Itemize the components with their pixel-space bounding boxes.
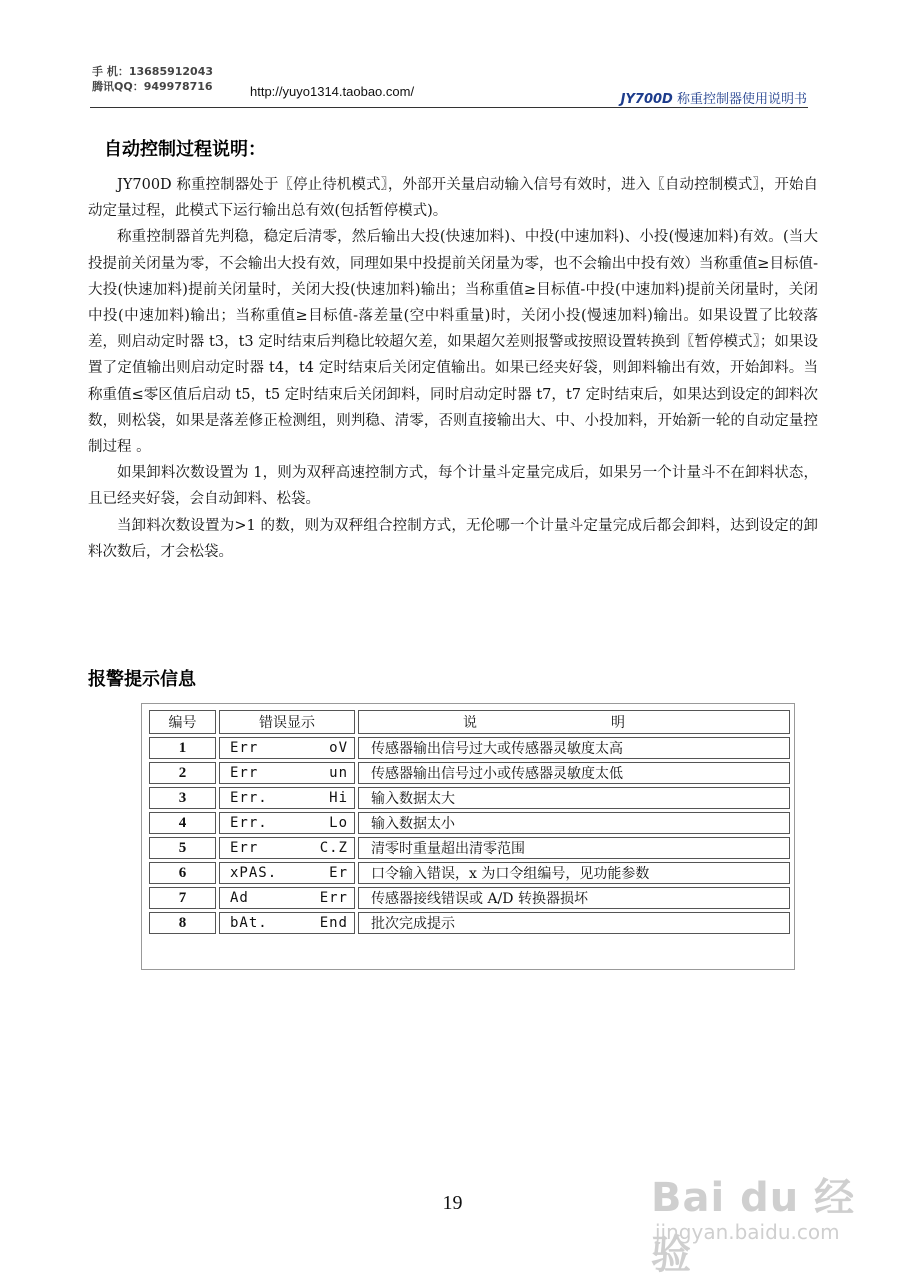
watermark-url: jingyan.baidu.com: [655, 1220, 840, 1244]
error-display-code: Err: [230, 765, 259, 781]
phone-number: 手 机：13685912043: [92, 65, 214, 78]
error-display-code: Err: [230, 840, 259, 856]
error-description: 输入数据太小: [358, 812, 790, 834]
table-row: [149, 887, 790, 909]
row-number: 2: [149, 762, 216, 784]
table-header-row: [149, 710, 790, 734]
error-display-suffix: End: [319, 915, 348, 931]
model-name: JY700D: [620, 92, 673, 107]
error-description: 传感器输出信号过小或传感器灵敏度太低: [358, 762, 790, 784]
table-row: [149, 862, 790, 884]
document-title: [621, 88, 807, 107]
auto-control-description: [88, 172, 818, 565]
error-display-suffix: Err: [319, 890, 348, 906]
error-display: [219, 862, 355, 884]
alarm-table: [146, 707, 793, 937]
contact-info: [92, 64, 213, 94]
error-display-code: bAt.: [230, 915, 268, 931]
section-title-auto-control: 自动控制过程说明：: [104, 139, 266, 160]
error-display: [219, 737, 355, 759]
error-display: [219, 887, 355, 909]
column-header-display: 错误显示: [219, 710, 355, 734]
header-divider: [90, 107, 808, 108]
row-number: 6: [149, 862, 216, 884]
paragraph: 当卸料次数设置为>1 的数，则为双秤组合控制方式，无伦哪一个计量斗定量完成后都会卸料，达到设定的卸料次数后，才会松袋。: [88, 517, 818, 560]
error-display-suffix: Hi: [329, 790, 348, 806]
row-number: 4: [149, 812, 216, 834]
error-display: [219, 812, 355, 834]
table-row: [149, 762, 790, 784]
error-display-code: xPAS.: [230, 865, 278, 881]
document-name: 称重控制器使用说明书: [676, 92, 807, 107]
row-number: 7: [149, 887, 216, 909]
table-row: [149, 812, 790, 834]
error-display-suffix: oV: [329, 740, 348, 756]
error-display: [219, 912, 355, 934]
baidu-jingyan-watermark: [645, 1148, 885, 1278]
error-description: 输入数据太大: [358, 787, 790, 809]
row-number: 5: [149, 837, 216, 859]
table-row: [149, 837, 790, 859]
error-description: 清零时重量超出清零范围: [358, 837, 790, 859]
error-display: [219, 787, 355, 809]
error-display: [219, 762, 355, 784]
column-header-number: 编号: [149, 710, 216, 734]
error-display-code: Err.: [230, 790, 268, 806]
row-number: 3: [149, 787, 216, 809]
shop-url[interactable]: http://yuyo1314.taobao.com/: [250, 84, 415, 99]
row-number: 1: [149, 737, 216, 759]
error-description: 传感器输出信号过大或传感器灵敏度太高: [358, 737, 790, 759]
column-header-description: 说 明: [358, 710, 790, 734]
error-description: 口令输入错误，x 为口令组编号，见功能参数: [358, 862, 790, 884]
table-row: [149, 912, 790, 934]
error-display-suffix: Er: [329, 865, 348, 881]
error-display-code: Ad: [230, 890, 249, 906]
paragraph: JY700D 称重控制器处于〖停止待机模式〗，外部开关量启动输入信号有效时，进入〖自动控制模式〗，开始自动定量过程，此模式下运行输出总有效(包括暂停模式)。: [88, 177, 818, 220]
section-title-alarm-info: 报警提示信息: [88, 669, 196, 690]
table-row: [149, 737, 790, 759]
error-display: [219, 837, 355, 859]
qq-number: 腾讯QQ：949978716: [92, 80, 213, 93]
error-display-suffix: Lo: [329, 815, 348, 831]
error-display-code: Err.: [230, 815, 268, 831]
row-number: 8: [149, 912, 216, 934]
error-display-code: Err: [230, 740, 259, 756]
page-header: [0, 0, 905, 112]
page-number: 19: [442, 1192, 463, 1214]
error-display-suffix: C.Z: [319, 840, 348, 856]
watermark-logo-text: Bai du 经验: [651, 1175, 856, 1278]
paragraph: 如果卸料次数设置为 1，则为双秤高速控制方式，每个计量斗定量完成后，如果另一个计量斗不在卸料状态，且已经夹好袋，会自动卸料、松袋。: [88, 465, 818, 508]
alarm-table-frame: [141, 703, 795, 970]
error-description: 批次完成提示: [358, 912, 790, 934]
error-description: 传感器接线错误或 A/D 转换器损坏: [358, 887, 790, 909]
error-display-suffix: un: [329, 765, 348, 781]
paragraph: 称重控制器首先判稳，稳定后清零，然后输出大投(快速加料)、中投(中速加料)、小投(慢速加料)有效。(当大投提前关闭量为零，不会输出大投有效，同理如果中投提前关闭量为零，也不会输出中投有效）当称重值≥目标值-大投(快速加料)提前关闭量时，关闭大投(快速加料)输出；当称重值≥目标值-中投(中速加料)提前关闭量时，关闭中投(中速加料)输出；当称重值≥目标值-落差量(空中料重量)时，关闭小投(慢速加料)输出。如果设置了比较落差，则启动定时器 t3，t3 定时结束后判稳比较超欠差，如果超欠差则报警或按照设置转换到〖暂停模式〗；如果设置了定值输出则启动定时器 t4，t4 定时结束后关闭定值输出。如果已经夹好袋，则卸料输出有效，开始卸料。当称重值≤零区值后启动 t5，t5 定时结束后关闭卸料，同时启动定时器 t7，t7 定时结束后，如果达到设定的卸料次数，则松袋，如果是落差修正检测组，则判稳、清零，否则直接输出大、中、小投加料，开始新一轮的自动定量控制过程 。: [88, 229, 818, 456]
table-row: [149, 787, 790, 809]
